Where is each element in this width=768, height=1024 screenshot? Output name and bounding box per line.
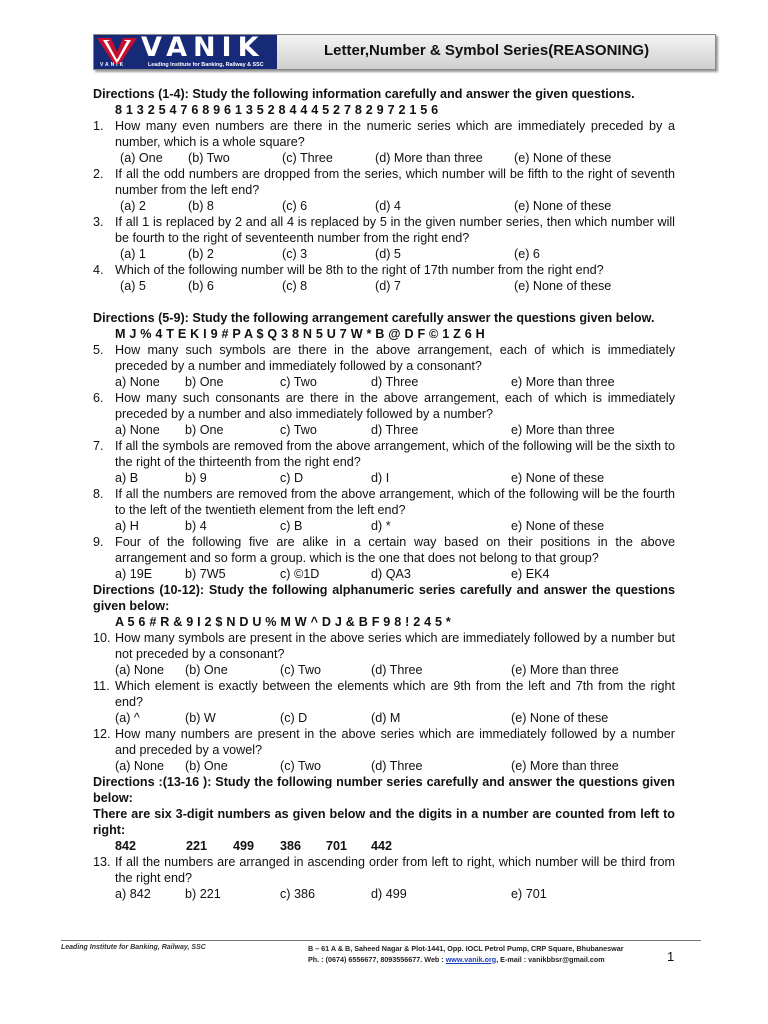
- answer-option: (e) None of these: [511, 711, 609, 725]
- three-digit-numbers: [93, 838, 675, 854]
- answer-option: b) 9: [185, 471, 207, 485]
- question-number: 10.: [93, 631, 111, 645]
- answer-option: e) More than three: [511, 375, 615, 389]
- answer-option: b) 7W5: [185, 567, 226, 581]
- answer-option: (c) Two: [280, 759, 322, 773]
- answer-option: (c) 6: [282, 199, 308, 213]
- footer-divider: [61, 940, 701, 941]
- number-item: 499: [233, 839, 255, 853]
- answer-option: e) None of these: [511, 471, 605, 485]
- question-text: [93, 678, 675, 710]
- question-number: 1.: [93, 119, 104, 133]
- answer-option: (c) 3: [282, 247, 308, 261]
- directions-intro: There are six 3-digit numbers as given below and the digits in a number are counted from left to right:: [93, 807, 675, 837]
- question-number: 7.: [93, 439, 104, 453]
- question-stem: Which of the following number will be 8th to the right of 17th number from the right end?: [115, 263, 604, 277]
- answer-option: a) H: [115, 519, 139, 533]
- answer-options: [93, 246, 675, 262]
- answer-option: b) One: [185, 375, 224, 389]
- vanik-logo: [94, 35, 277, 69]
- answer-option: (b) Two: [188, 151, 230, 165]
- question-number: 11.: [93, 679, 110, 693]
- question-stem: Which element is exactly between the elements which are 9th from the left and 7th from the right end?: [115, 679, 675, 709]
- page-number: 1: [667, 949, 675, 964]
- question-number: 4.: [93, 263, 104, 277]
- question-text: [93, 534, 675, 566]
- footer-contact: [308, 944, 624, 965]
- question-text: [93, 214, 675, 246]
- answer-options: [93, 886, 675, 902]
- footer-email-label: , E-mail :: [496, 954, 529, 964]
- directions-13-16: Directions :(13-16 ): Study the following number series carefully and answer the questions given below:: [93, 775, 675, 805]
- answer-option: (d) 7: [375, 279, 401, 293]
- question-number: 3.: [93, 215, 104, 229]
- footer-phone: Ph. : (0674) 6556677, 8093556677. Web :: [308, 954, 446, 964]
- question-number: 6.: [93, 391, 104, 405]
- answer-option: d) *: [371, 519, 391, 533]
- footer-institute: Leading Institute for Banking, Railway, SSC: [61, 944, 206, 951]
- answer-option: (d) M: [371, 711, 401, 725]
- answer-option: (b) 2: [188, 247, 214, 261]
- number-item: 701: [326, 839, 348, 853]
- footer-contact-line: [308, 955, 624, 966]
- answer-option: (d) 5: [375, 247, 401, 261]
- question-stem: How many even numbers are there in the numeric series which are immediately preceded by a number, which is a whole square?: [115, 119, 675, 149]
- answer-options: [93, 518, 675, 534]
- question-stem: How many symbols are present in the above series which are immediately followed by a number but not preceded by a consonant?: [115, 631, 675, 661]
- answer-options: [93, 278, 675, 294]
- answer-option: (c) 8: [282, 279, 308, 293]
- question-text: [93, 854, 675, 886]
- logo-wordmark: VANIK: [141, 35, 265, 63]
- answer-option: (c) Two: [280, 663, 322, 677]
- answer-option: c) Two: [280, 423, 317, 437]
- answer-option: d) QA3: [371, 567, 411, 581]
- logo-small-text: VANIK: [100, 62, 126, 68]
- number-item: 442: [371, 839, 393, 853]
- question-number: 9.: [93, 535, 104, 549]
- answer-option: e) None of these: [511, 519, 605, 533]
- question-text: [93, 118, 675, 150]
- answer-options: [93, 470, 675, 486]
- document-title: Letter,Number & Symbol Series(REASONING): [324, 42, 650, 59]
- symbol-sequence: M J % 4 T E K I 9 # P A $ Q 3 8 N 5 U 7 W * B @ D F © 1 Z 6 H: [115, 327, 485, 341]
- answer-option: (a) 1: [120, 247, 146, 261]
- answer-option: (e) None of these: [514, 279, 612, 293]
- question-stem: How many numbers are present in the above series which are immediately followed by a number and preceded by a vowel?: [115, 727, 675, 757]
- answer-options: [93, 150, 675, 166]
- answer-options: [93, 198, 675, 214]
- answer-option: c) B: [280, 519, 303, 533]
- answer-option: a) None: [115, 423, 160, 437]
- answer-option: d) I: [371, 471, 390, 485]
- answer-option: e) EK4: [511, 567, 550, 581]
- question-text: [93, 438, 675, 470]
- answer-option: e) 701: [511, 887, 547, 901]
- answer-option: d) 499: [371, 887, 407, 901]
- answer-option: (a) None: [115, 663, 164, 677]
- answer-option: a) 19E: [115, 567, 153, 581]
- answer-option: c) 386: [280, 887, 316, 901]
- question-stem: Four of the following five are alike in a certain way based on their positions in the above arrangement and so form a group. which is the one that does not belong to that group?: [115, 535, 675, 565]
- question-text: [93, 630, 675, 662]
- question-stem: If all the numbers are removed from the above arrangement, which of the following will be the fourth to the left of the twentieth element from the left end?: [115, 487, 675, 517]
- question-number: 8.: [93, 487, 104, 501]
- number-item: 221: [186, 839, 208, 853]
- answer-option: (e) None of these: [514, 151, 612, 165]
- answer-option: (a) 5: [120, 279, 146, 293]
- question-text: [93, 726, 675, 758]
- answer-option: (b) One: [185, 759, 228, 773]
- answer-option: (b) W: [185, 711, 216, 725]
- directions-5-9: Directions (5-9): Study the following arrangement carefully answer the questions given below.: [93, 311, 655, 325]
- answer-options: [93, 662, 675, 678]
- question-stem: If all 1 is replaced by 2 and all 4 is replaced by 5 in the given number series, then which number will be fourth to the right of seventeenth number from the right end?: [115, 215, 675, 245]
- answer-option: (a) 2: [120, 199, 146, 213]
- answer-option: (e) None of these: [514, 199, 612, 213]
- answer-option: (d) Three: [371, 759, 423, 773]
- question-number: 5.: [93, 343, 104, 357]
- number-item: 386: [280, 839, 302, 853]
- answer-option: a) B: [115, 471, 139, 485]
- answer-option: d) Three: [371, 375, 419, 389]
- logo-v-emblem-icon: [97, 38, 137, 64]
- question-content: [93, 86, 675, 902]
- answer-option: c) ©1D: [280, 567, 320, 581]
- question-stem: How many such consonants are there in the above arrangement, each of which is immediately preceded by a number and also immediately followed by a number?: [115, 391, 675, 421]
- answer-option: a) None: [115, 375, 160, 389]
- directions-1-4: Directions (1-4): Study the following information carefully and answer the given questions.: [93, 87, 635, 101]
- question-text: [93, 262, 675, 278]
- website-link[interactable]: www.vanik.org: [445, 954, 497, 964]
- question-text: [93, 486, 675, 518]
- document-header: [93, 34, 716, 70]
- answer-options: [93, 710, 675, 726]
- logo-tagline: Leading Institute for Banking, Railway & SSC: [148, 62, 264, 68]
- answer-option: (e) More than three: [511, 759, 619, 773]
- answer-option: b) One: [185, 423, 224, 437]
- question-number: 13.: [93, 855, 111, 869]
- answer-option: a) 842: [115, 887, 151, 901]
- question-stem: If all the symbols are removed from the above arrangement, which of the following will be the sixth to the right of the thirteenth from the right end?: [115, 439, 675, 469]
- answer-option: (a) None: [115, 759, 164, 773]
- answer-option: (b) One: [185, 663, 228, 677]
- question-stem: If all the numbers are arranged in ascending order from left to right, which number will be third from the right end?: [115, 855, 675, 885]
- answer-option: e) More than three: [511, 423, 615, 437]
- answer-options: [93, 374, 675, 390]
- directions-10-12: Directions (10-12): Study the following alphanumeric series carefully and answer the questions given below:: [93, 583, 675, 613]
- answer-option: (c) D: [280, 711, 308, 725]
- answer-option: b) 4: [185, 519, 207, 533]
- answer-option: (b) 6: [188, 279, 214, 293]
- question-number: 12.: [93, 727, 111, 741]
- answer-options: [93, 758, 675, 774]
- alphanumeric-sequence: A 5 6 # R & 9 I 2 $ N D U % M W ^ D J & B F 9 8 ! 2 4 5 *: [115, 615, 452, 629]
- question-number: 2.: [93, 167, 104, 181]
- answer-option: b) 221: [185, 887, 221, 901]
- answer-option: (e) 6: [514, 247, 540, 261]
- question-text: [93, 166, 675, 198]
- answer-option: (c) Three: [282, 151, 333, 165]
- number-item: 842: [115, 839, 137, 853]
- answer-option: d) Three: [371, 423, 419, 437]
- question-stem: How many such symbols are there in the above arrangement, each of which is immediately preceded by a number and immediately followed by a consonant?: [115, 343, 675, 373]
- answer-option: (d) Three: [371, 663, 423, 677]
- answer-options: [93, 566, 675, 582]
- question-stem: If all the odd numbers are dropped from the series, which number will be fifth to the right of seventh number from the left end?: [115, 167, 675, 197]
- answer-option: (b) 8: [188, 199, 214, 213]
- answer-option: (a) One: [120, 151, 163, 165]
- question-text: [93, 390, 675, 422]
- number-sequence: 8 1 3 2 5 4 7 6 8 9 6 1 3 5 2 8 4 4 4 5 2 7 8 2 9 7 2 1 5 6: [115, 103, 439, 117]
- answer-option: (d) More than three: [375, 151, 483, 165]
- answer-option: c) Two: [280, 375, 317, 389]
- email-address: vanikbbsr@gmail.com: [528, 954, 605, 964]
- footer-address: B – 61 A & B, Saheed Nagar & Plot-1441, Opp. IOCL Petrol Pump, CRP Square, Bhubaneswar: [308, 944, 624, 953]
- answer-option: (e) More than three: [511, 663, 619, 677]
- answer-option: (d) 4: [375, 199, 401, 213]
- answer-options: [93, 422, 675, 438]
- answer-option: (a) ^: [115, 711, 140, 725]
- answer-option: c) D: [280, 471, 304, 485]
- question-text: [93, 342, 675, 374]
